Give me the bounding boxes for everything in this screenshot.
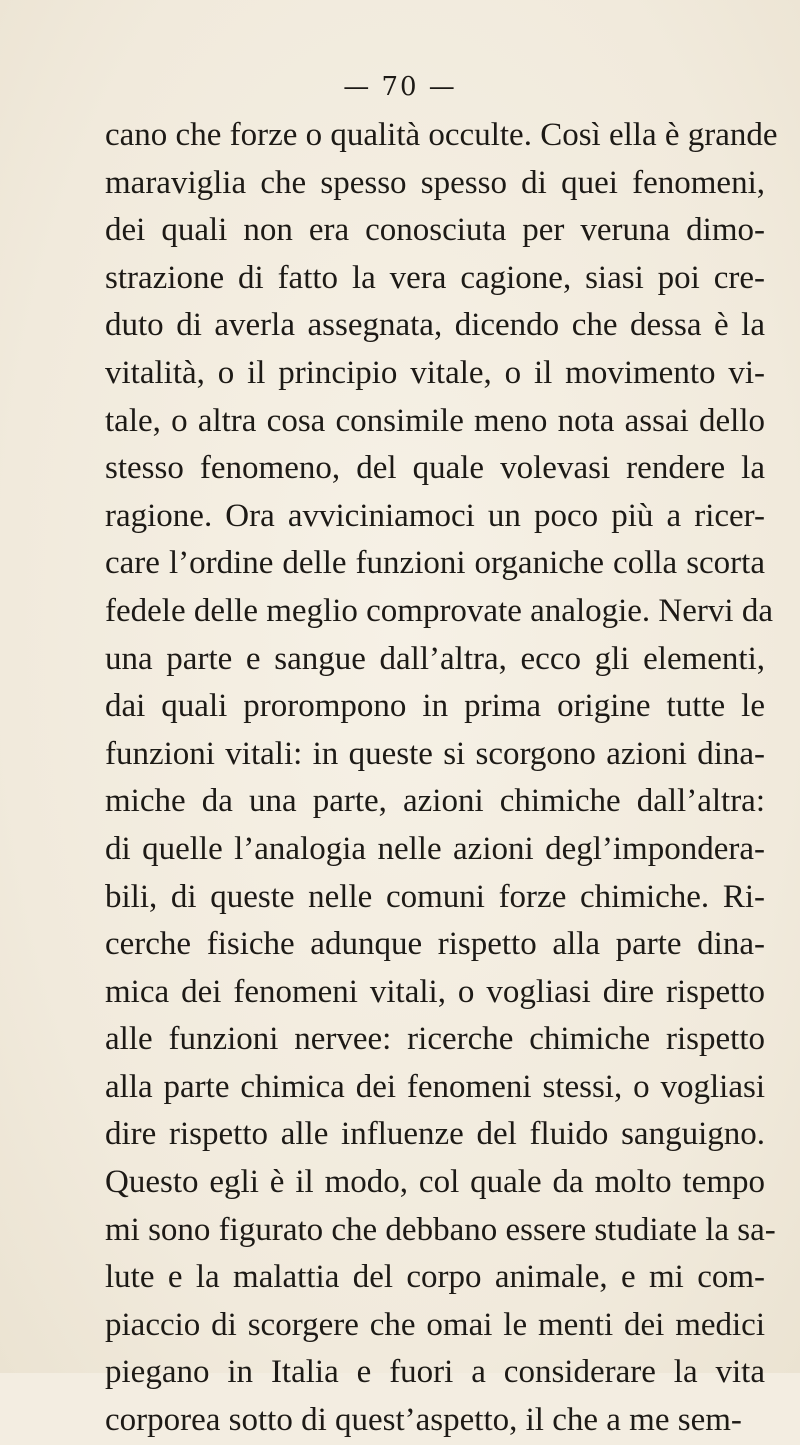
text-line: bili, di queste nelle comuni forze chimiche. Ri-	[105, 878, 765, 915]
text-line: piaccio di scorgere che omai le menti dei medici	[105, 1306, 765, 1343]
text-line: stesso fenomeno, del quale volevasi rendere la	[105, 450, 765, 487]
text-line: ragione. Ora avviciniamoci un poco più a ricer-	[105, 497, 765, 534]
text-line: dai quali prorompono in prima origine tutte le	[105, 688, 765, 725]
text-line: miche da una parte, azioni chimiche dall’altra:	[105, 783, 765, 820]
text-line: Questo egli è il modo, col quale da molto tempo	[105, 1164, 765, 1201]
text-line: alle funzioni nervee: ricerche chimiche rispetto	[105, 1021, 765, 1058]
text-line: di quelle l’analogia nelle azioni degl’imponderа-	[105, 830, 765, 867]
text-line: una parte e sangue dall’altra, ecco gli elementi,	[105, 640, 765, 677]
text-line: dire rispetto alle influenze del fluido sanguigno.	[105, 1116, 765, 1153]
text-line: tale, o altra cosa consimile meno nota assai dello	[105, 402, 765, 439]
text-line: care l’ordine delle funzioni organiche colla scorta	[105, 545, 765, 582]
text-line: fedele delle meglio comprovate analogie. Nervi da	[105, 592, 773, 629]
text-line: mi sono figurato che debbano essere studiate la sa-	[105, 1211, 776, 1248]
text-line: piegano in Italia e fuori a considerare la vita	[105, 1354, 765, 1391]
text-line: vitalità, o il principio vitale, o il movimento vi-	[105, 354, 765, 391]
page-number: — 70 —	[343, 72, 457, 102]
text-line: alla parte chimica dei fenomeni stessi, o vogliasi	[105, 1068, 765, 1105]
text-line: duto di averla assegnata, dicendo che dessa è la	[105, 307, 765, 344]
text-line: maraviglia che spesso spesso di quei fenomeni,	[105, 164, 765, 201]
text-line: corporea sotto di quest’aspetto, il che a me sem-	[105, 1402, 742, 1439]
body-text	[105, 112, 778, 1445]
text-line: cano che forze o qualità occulte. Così ella è grande	[105, 117, 778, 153]
text-line: mica dei fenomeni vitali, o vogliasi dire rispetto	[105, 973, 765, 1010]
text-line: dei quali non era conosciuta per veruna dimo-	[105, 212, 765, 249]
text-line: cerche fisiche adunque rispetto alla parte dina-	[105, 926, 765, 963]
text-line: lute e la malattia del corpo animale, e mi com-	[105, 1259, 765, 1296]
text-line: strazione di fatto la vera cagione, siasi poi cre-	[105, 259, 765, 296]
text-line: funzioni vitali: in queste si scorgono azioni dina-	[105, 735, 765, 772]
